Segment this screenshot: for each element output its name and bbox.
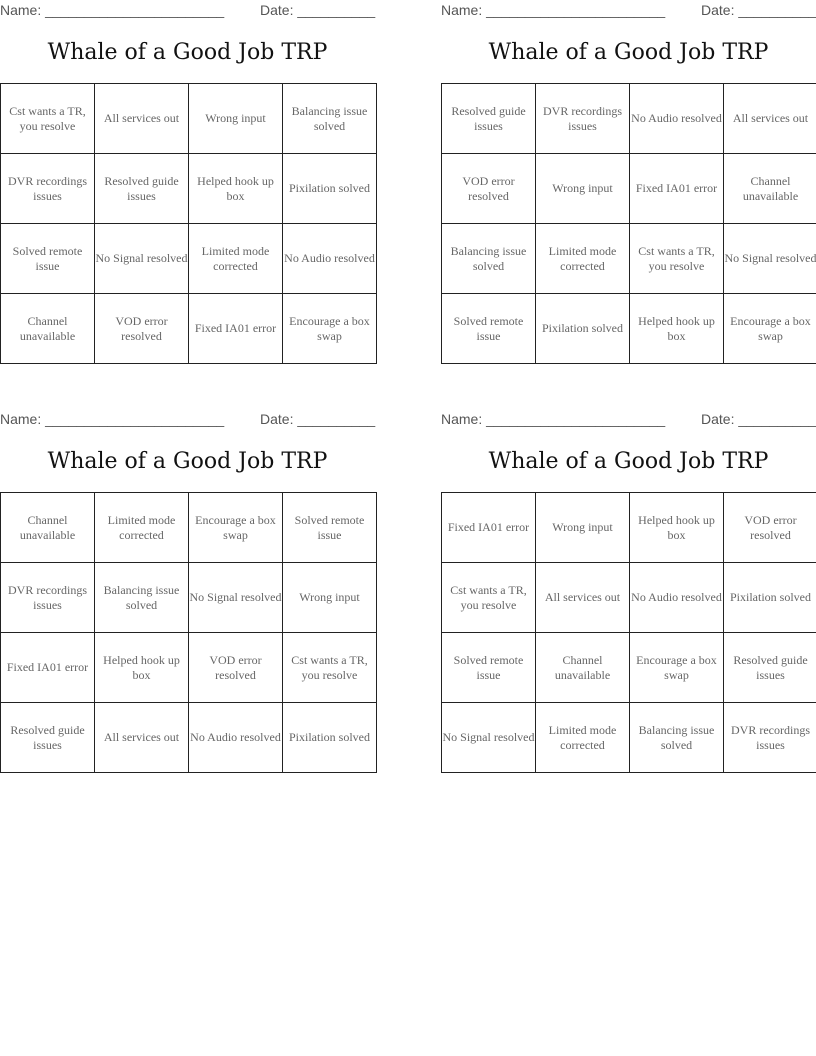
bingo-grid [441,492,816,773]
bingo-cell: Limited mode corrected [95,493,189,563]
name-date-line [441,2,816,20]
bingo-cell: Cst wants a TR, you resolve [442,563,536,633]
bingo-cell: Encourage a box swap [724,294,816,364]
bingo-cell: Pixilation solved [536,294,630,364]
bingo-cell: DVR recordings issues [536,84,630,154]
bingo-cell: Wrong input [283,563,377,633]
bingo-grid [0,83,377,364]
grid-row [1,84,377,154]
bingo-cell: DVR recordings issues [724,703,816,773]
card-title: Whale of a Good Job TRP [47,449,328,474]
bingo-cell: No Signal resolved [189,563,283,633]
bingo-cell: No Audio resolved [630,563,724,633]
card-title: Whale of a Good Job TRP [488,40,769,65]
name-field-label: Name: _______________________ [0,2,225,18]
bingo-card-3 [0,409,375,789]
bingo-cell: Channel unavailable [1,493,95,563]
bingo-cell: Resolved guide issues [442,84,536,154]
bingo-cell: Cst wants a TR, you resolve [283,633,377,703]
bingo-cell: Resolved guide issues [724,633,816,703]
bingo-grid [0,492,377,773]
bingo-cell: Fixed IA01 error [630,154,724,224]
name-field-label: Name: _______________________ [0,411,225,427]
bingo-cell: Solved remote issue [442,294,536,364]
bingo-cell: Balancing issue solved [442,224,536,294]
bingo-cell: Cst wants a TR, you resolve [1,84,95,154]
bingo-cell: Resolved guide issues [1,703,95,773]
date-field-label: Date: __________ [701,411,816,427]
bingo-cell: Balancing issue solved [95,563,189,633]
bingo-cell: Resolved guide issues [95,154,189,224]
name-field-label: Name: _______________________ [441,411,666,427]
bingo-cell: Solved remote issue [1,224,95,294]
bingo-cell: DVR recordings issues [1,154,95,224]
bingo-cell: Balancing issue solved [630,703,724,773]
bingo-cell: Helped hook up box [630,493,724,563]
bingo-cell: Channel unavailable [536,633,630,703]
bingo-cell: VOD error resolved [724,493,816,563]
bingo-card-1 [0,0,375,380]
bingo-cell: VOD error resolved [189,633,283,703]
date-field-label: Date: __________ [701,2,816,18]
bingo-cell: Solved remote issue [442,633,536,703]
bingo-cell: All services out [724,84,816,154]
grid-row [442,703,816,773]
bingo-cell: Pixilation solved [283,703,377,773]
bingo-cell: Encourage a box swap [283,294,377,364]
bingo-cell: Pixilation solved [724,563,816,633]
bingo-cell: No Audio resolved [630,84,724,154]
bingo-grid [441,83,816,364]
bingo-card-4 [441,409,816,789]
grid-row [442,224,816,294]
bingo-cell: Balancing issue solved [283,84,377,154]
grid-row [442,563,816,633]
name-field-label: Name: _______________________ [441,2,666,18]
bingo-cell: Limited mode corrected [189,224,283,294]
grid-row [1,493,377,563]
bingo-cell: No Signal resolved [724,224,816,294]
bingo-cell: Fixed IA01 error [189,294,283,364]
bingo-cell: Limited mode corrected [536,224,630,294]
bingo-cell: All services out [536,563,630,633]
bingo-cell: Encourage a box swap [189,493,283,563]
bingo-cell: Encourage a box swap [630,633,724,703]
bingo-cell: Helped hook up box [95,633,189,703]
grid-row [442,154,816,224]
card-title: Whale of a Good Job TRP [488,449,769,474]
bingo-cell: No Signal resolved [95,224,189,294]
bingo-cell: Solved remote issue [283,493,377,563]
bingo-cell: Pixilation solved [283,154,377,224]
grid-row [1,703,377,773]
bingo-card-2 [441,0,816,380]
bingo-cell: Wrong input [536,154,630,224]
bingo-cell: Wrong input [189,84,283,154]
grid-row [442,493,816,563]
bingo-cell: Limited mode corrected [536,703,630,773]
bingo-cell: Wrong input [536,493,630,563]
grid-row [442,294,816,364]
name-date-line [441,411,816,429]
bingo-cell: No Audio resolved [283,224,377,294]
grid-row [1,224,377,294]
grid-row [1,154,377,224]
bingo-cell: All services out [95,703,189,773]
bingo-cell: Fixed IA01 error [1,633,95,703]
bingo-cell: Channel unavailable [724,154,816,224]
bingo-cell: No Signal resolved [442,703,536,773]
grid-row [442,633,816,703]
card-title: Whale of a Good Job TRP [47,40,328,65]
bingo-cell: Fixed IA01 error [442,493,536,563]
grid-row [1,294,377,364]
bingo-cell: Helped hook up box [630,294,724,364]
bingo-cell: DVR recordings issues [1,563,95,633]
date-field-label: Date: __________ [260,2,376,18]
grid-row [442,84,816,154]
grid-row [1,563,377,633]
bingo-cell: VOD error resolved [95,294,189,364]
date-field-label: Date: __________ [260,411,376,427]
bingo-cell: No Audio resolved [189,703,283,773]
bingo-cell: VOD error resolved [442,154,536,224]
grid-row [1,633,377,703]
bingo-cell: All services out [95,84,189,154]
bingo-cell: Helped hook up box [189,154,283,224]
bingo-cell: Cst wants a TR, you resolve [630,224,724,294]
bingo-cell: Channel unavailable [1,294,95,364]
name-date-line [0,411,375,429]
name-date-line [0,2,375,20]
